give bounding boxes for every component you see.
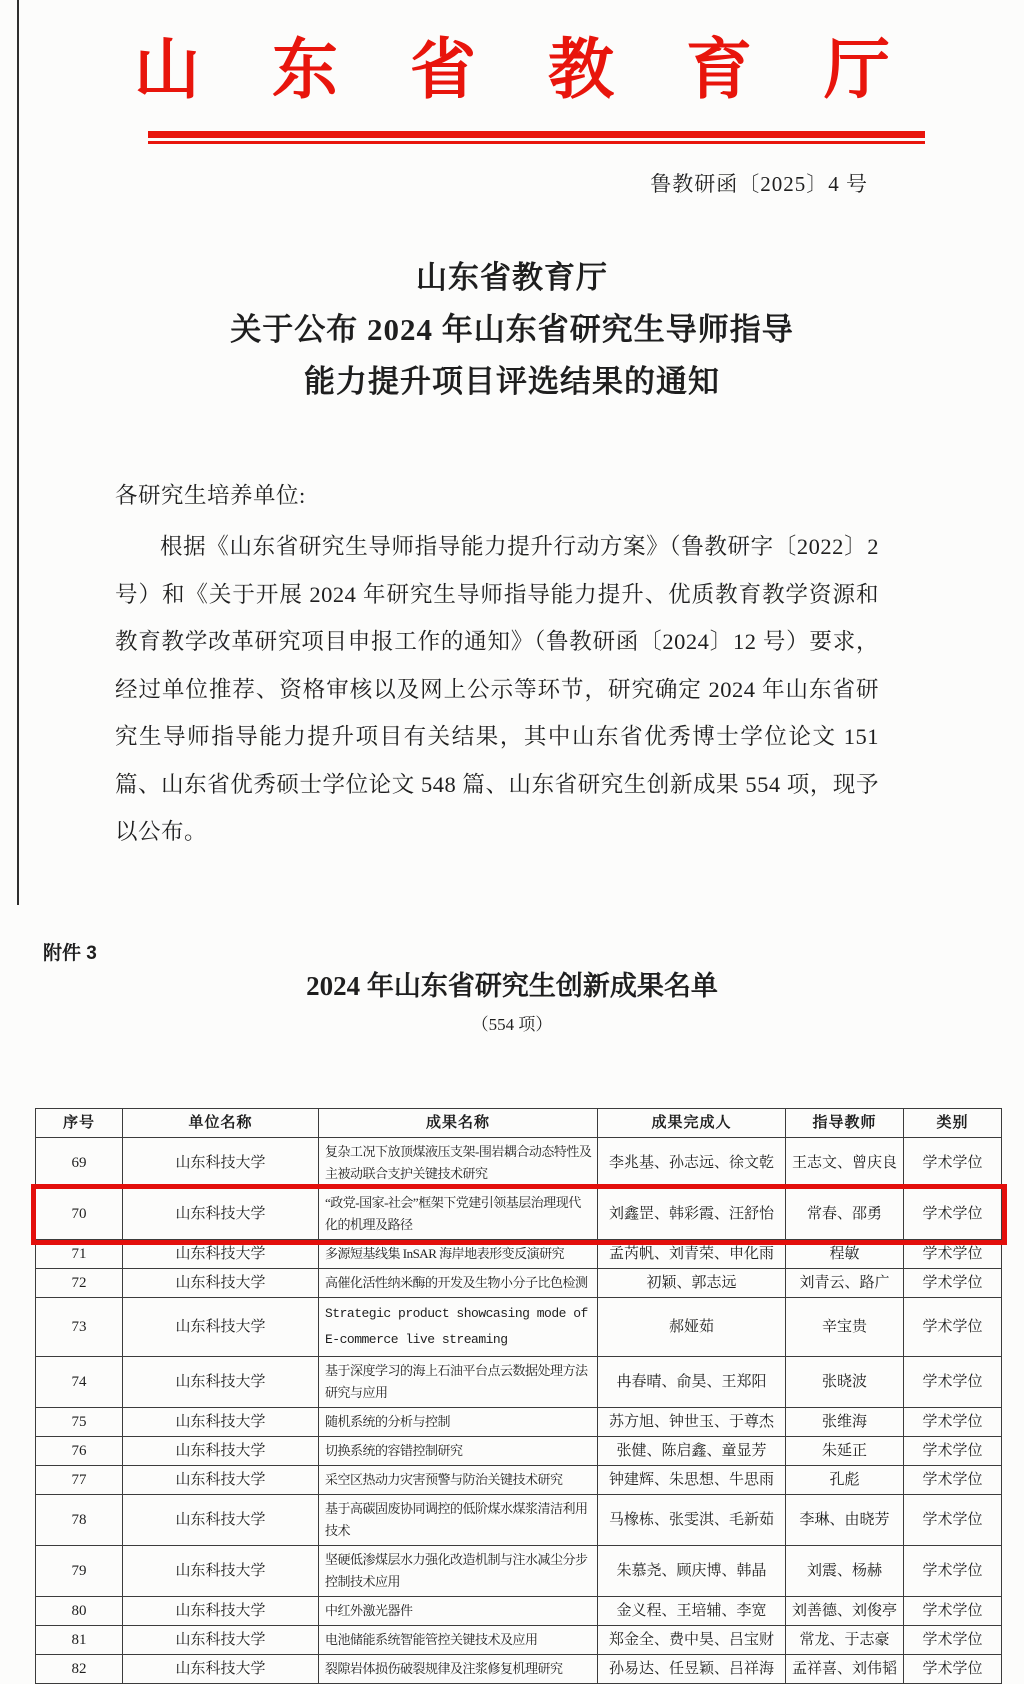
cell-no: 71 — [36, 1240, 123, 1269]
results-table-body — [36, 1138, 1002, 1684]
header-achievement-name: 成果名称 — [319, 1109, 598, 1138]
cell-no: 70 — [36, 1189, 123, 1240]
cell-advisors: 孟祥喜、刘伟韬 — [786, 1655, 904, 1684]
header-completers: 成果完成人 — [598, 1109, 786, 1138]
letterhead-agency-name: 山东省教育厅 — [134, 34, 962, 107]
doc-number: 鲁教研函〔2025〕4 号 — [650, 172, 868, 196]
cell-unit: 山东科技大学 — [123, 1189, 319, 1240]
cell-unit: 山东科技大学 — [123, 1298, 319, 1357]
cell-advisors: 常龙、于志豪 — [786, 1626, 904, 1655]
cell-achievement: 随机系统的分析与控制 — [319, 1408, 598, 1437]
cell-advisors: 常春、邵勇 — [786, 1189, 904, 1240]
cell-achievement: 电池储能系统智能管控关键技术及应用 — [319, 1626, 598, 1655]
cell-achievement: 高催化活性纳米酶的开发及生物小分子比色检测 — [319, 1269, 598, 1298]
cell-category: 学术学位 — [904, 1138, 1002, 1189]
header-advisors: 指导教师 — [786, 1109, 904, 1138]
table-row — [36, 1495, 1002, 1546]
cell-achievement: Strategic product showcasing mode of E-commerce live streaming — [319, 1298, 598, 1357]
cell-category: 学术学位 — [904, 1357, 1002, 1408]
cell-achievement: 多源短基线集 InSAR 海岸地表形变反演研究 — [319, 1240, 598, 1269]
cell-completers: 马橡栋、张雯淇、毛新茹 — [598, 1495, 786, 1546]
cell-category: 学术学位 — [904, 1597, 1002, 1626]
cell-category: 学术学位 — [904, 1655, 1002, 1684]
table-row — [36, 1357, 1002, 1408]
cell-unit: 山东科技大学 — [123, 1655, 319, 1684]
cell-unit: 山东科技大学 — [123, 1495, 319, 1546]
cell-unit: 山东科技大学 — [123, 1357, 319, 1408]
cell-achievement: 基于高碳固废协同调控的低阶煤水煤浆清洁利用技术 — [319, 1495, 598, 1546]
cell-advisors: 朱延正 — [786, 1437, 904, 1466]
cell-unit: 山东科技大学 — [123, 1408, 319, 1437]
notice-title-line3: 能力提升项目评选结果的通知 — [304, 364, 720, 399]
cell-completers: 郝娅茹 — [598, 1298, 786, 1357]
cell-advisors: 王志文、曾庆良 — [786, 1138, 904, 1189]
header-unit-name: 单位名称 — [123, 1109, 319, 1138]
cell-advisors: 程敏 — [786, 1240, 904, 1269]
notice-title-line2: 关于公布 2024 年山东省研究生导师指导 — [230, 312, 794, 347]
header-seq-no: 序号 — [36, 1109, 123, 1138]
cell-category: 学术学位 — [904, 1626, 1002, 1655]
table-row — [36, 1269, 1002, 1298]
cell-no: 72 — [36, 1269, 123, 1298]
notice-paragraph: 根据《山东省研究生导师指导能力提升行动方案》（鲁教研字〔2022〕2 号）和《关于开展 2024 年研究生导师指导能力提升、优质教育教学资源和教育教学改革研究项目申报工作的通知》（鲁教研函〔2024〕12 号）要求，经过单位推荐、资格审核以及网上公示等环节，研究确定 2024 年山东省研究生导师指导能力提升项目有关结果，其中山东省优秀博士学位论文 151 篇、山东省优秀硕士学位论文 548 篇、山东省研究生创新成果 554 项，现予以公布。 — [115, 534, 879, 844]
cell-unit: 山东科技大学 — [123, 1597, 319, 1626]
cell-advisors: 孔彪 — [786, 1466, 904, 1495]
cell-no: 75 — [36, 1408, 123, 1437]
results-table — [35, 1108, 1002, 1684]
cell-no: 78 — [36, 1495, 123, 1546]
cell-achievement: 坚硬低渗煤层水力强化改造机制与注水减尘分步控制技术应用 — [319, 1546, 598, 1597]
table-row — [36, 1655, 1002, 1684]
cell-advisors: 张维海 — [786, 1408, 904, 1437]
cell-unit: 山东科技大学 — [123, 1240, 319, 1269]
table-row — [36, 1466, 1002, 1495]
table-row — [36, 1437, 1002, 1466]
table-row — [36, 1298, 1002, 1357]
cell-advisors: 刘善德、刘俊亭 — [786, 1597, 904, 1626]
cell-category: 学术学位 — [904, 1269, 1002, 1298]
table-row-highlighted — [36, 1189, 1002, 1240]
cell-no: 79 — [36, 1546, 123, 1597]
letterhead-double-rule — [148, 131, 925, 144]
cell-achievement: “政党-国家-社会”框架下党建引领基层治理现代化的机理及路径 — [319, 1189, 598, 1240]
notice-title — [0, 252, 1024, 408]
header-category: 类别 — [904, 1109, 1002, 1138]
cell-category: 学术学位 — [904, 1189, 1002, 1240]
cell-unit: 山东科技大学 — [123, 1466, 319, 1495]
cell-achievement: 中红外激光器件 — [319, 1597, 598, 1626]
cell-completers: 钟建辉、朱思想、牛思雨 — [598, 1466, 786, 1495]
results-table-title: 2024 年山东省研究生创新成果名单 — [306, 971, 718, 1001]
cell-achievement: 采空区热动力灾害预警与防治关键技术研究 — [319, 1466, 598, 1495]
cell-completers: 孙易达、任昱颖、吕祥海 — [598, 1655, 786, 1684]
attachment-label: 附件 3 — [43, 943, 97, 964]
notice-body — [115, 476, 879, 856]
cell-category: 学术学位 — [904, 1466, 1002, 1495]
cell-advisors: 李琳、由晓芳 — [786, 1495, 904, 1546]
cell-completers: 金义程、王培辅、李宽 — [598, 1597, 786, 1626]
cell-completers: 郑金全、费中昊、吕宝财 — [598, 1626, 786, 1655]
cell-no: 82 — [36, 1655, 123, 1684]
table-row — [36, 1597, 1002, 1626]
cell-advisors: 刘青云、路广 — [786, 1269, 904, 1298]
cell-category: 学术学位 — [904, 1546, 1002, 1597]
cell-achievement: 裂隙岩体损伤破裂规律及注浆修复机理研究 — [319, 1655, 598, 1684]
table-row — [36, 1408, 1002, 1437]
cell-no: 69 — [36, 1138, 123, 1189]
table-row — [36, 1138, 1002, 1189]
cell-advisors: 刘震、杨赫 — [786, 1546, 904, 1597]
cell-advisors: 张晓波 — [786, 1357, 904, 1408]
salutation: 各研究生培养单位: — [115, 483, 306, 508]
results-table-subtitle: （554 项） — [471, 1015, 553, 1034]
cell-completers: 刘鑫罡、韩彩霞、汪舒怡 — [598, 1189, 786, 1240]
cell-completers: 朱慕尧、顾庆博、韩晶 — [598, 1546, 786, 1597]
cell-completers: 初颖、郭志远 — [598, 1269, 786, 1298]
cell-category: 学术学位 — [904, 1495, 1002, 1546]
table-header-row — [36, 1109, 1002, 1138]
cell-unit: 山东科技大学 — [123, 1437, 319, 1466]
cell-completers: 张健、陈启鑫、童显芳 — [598, 1437, 786, 1466]
cell-achievement: 复杂工况下放顶煤液压支架-围岩耦合动态特性及主被动联合支护关键技术研究 — [319, 1138, 598, 1189]
cell-no: 74 — [36, 1357, 123, 1408]
cell-no: 80 — [36, 1597, 123, 1626]
scan-edge-line — [17, 0, 19, 905]
cell-category: 学术学位 — [904, 1437, 1002, 1466]
cell-advisors: 辛宝贵 — [786, 1298, 904, 1357]
cell-no: 81 — [36, 1626, 123, 1655]
cell-unit: 山东科技大学 — [123, 1546, 319, 1597]
cell-completers: 冉春晴、俞昊、王郑阳 — [598, 1357, 786, 1408]
cell-category: 学术学位 — [904, 1298, 1002, 1357]
cell-unit: 山东科技大学 — [123, 1269, 319, 1298]
cell-completers: 李兆基、孙志远、徐文乾 — [598, 1138, 786, 1189]
table-row — [36, 1546, 1002, 1597]
cell-unit: 山东科技大学 — [123, 1626, 319, 1655]
notice-title-line1: 山东省教育厅 — [416, 260, 608, 295]
cell-category: 学术学位 — [904, 1408, 1002, 1437]
cell-unit: 山东科技大学 — [123, 1138, 319, 1189]
cell-completers: 孟芮帆、刘青荣、申化雨 — [598, 1240, 786, 1269]
cell-achievement: 切换系统的容错控制研究 — [319, 1437, 598, 1466]
table-row — [36, 1240, 1002, 1269]
cell-achievement: 基于深度学习的海上石油平台点云数据处理方法研究与应用 — [319, 1357, 598, 1408]
cell-no: 73 — [36, 1298, 123, 1357]
cell-no: 76 — [36, 1437, 123, 1466]
cell-no: 77 — [36, 1466, 123, 1495]
cell-completers: 苏方旭、钟世玉、于尊杰 — [598, 1408, 786, 1437]
table-row — [36, 1626, 1002, 1655]
cell-category: 学术学位 — [904, 1240, 1002, 1269]
